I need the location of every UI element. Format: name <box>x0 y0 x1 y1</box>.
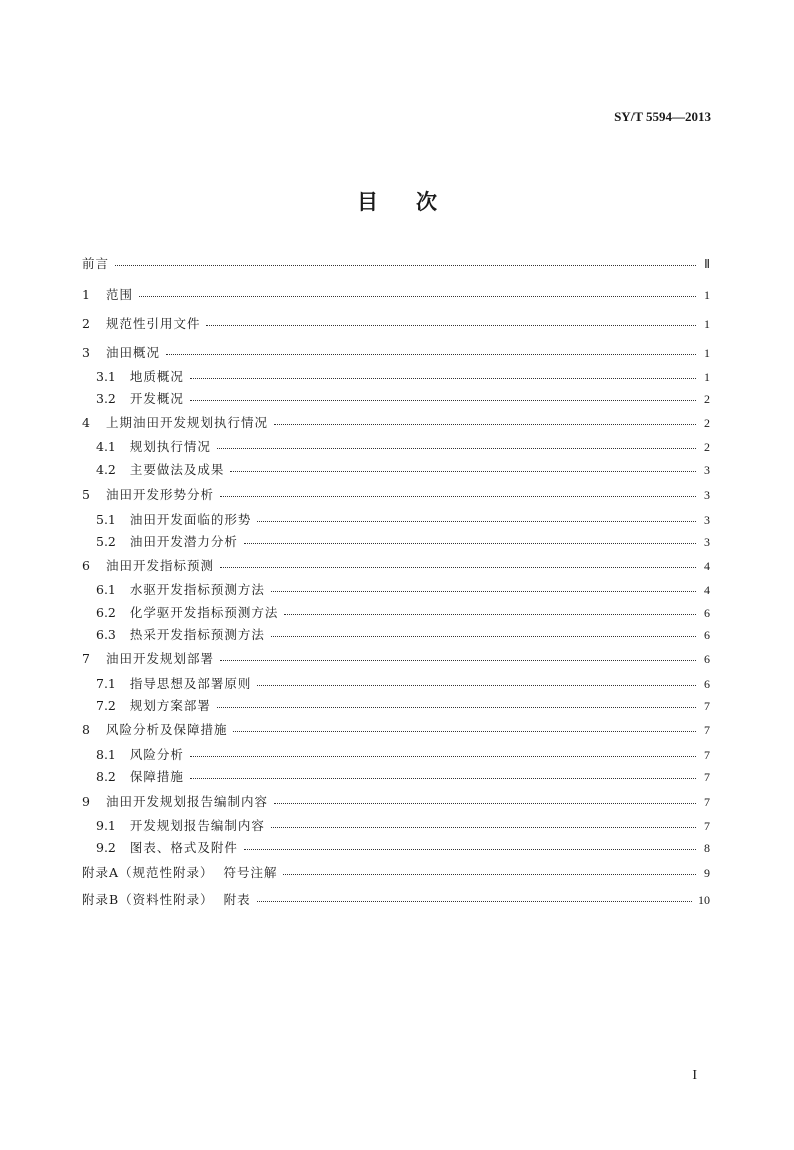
toc-entry[interactable] <box>82 414 710 432</box>
toc-entry-label: 开发规划报告编制内容 <box>129 818 265 833</box>
toc-leader-dots <box>220 566 696 568</box>
toc-entry-page: 6 <box>704 628 710 642</box>
page-title: 目次 <box>357 189 475 214</box>
toc-entry-label: 油田开发规划报告编制内容 <box>105 794 268 809</box>
toc-entry-number: 4.2 <box>96 462 116 477</box>
toc-leader-dots <box>271 635 696 637</box>
toc-entry-label: 图表、格式及附件 <box>129 840 238 855</box>
toc-entry[interactable] <box>96 746 710 764</box>
toc-entry-page: 6 <box>704 677 710 691</box>
toc-leader-dots <box>190 399 696 401</box>
toc-entry-number: 3 <box>82 345 90 360</box>
toc-entry-number: 7.1 <box>96 676 116 691</box>
toc-leader-dots <box>271 826 696 828</box>
toc-entry[interactable] <box>96 604 710 622</box>
toc-entry[interactable] <box>82 721 710 739</box>
toc-entry-number: 6.3 <box>96 627 116 642</box>
toc-entry-label: 化学驱开发指标预测方法 <box>129 605 279 620</box>
toc-entry-page: 7 <box>704 819 710 833</box>
toc-leader-dots <box>190 777 696 779</box>
footer-page-number: I <box>692 1068 697 1083</box>
toc-entry-page: 7 <box>704 770 710 784</box>
toc-entry-page: 1 <box>704 317 710 331</box>
toc-entry[interactable] <box>96 697 710 715</box>
toc-entry-label: 风险分析及保障措施 <box>105 722 228 737</box>
toc-entry[interactable] <box>82 793 710 811</box>
toc-entry-number: 4 <box>82 415 90 430</box>
toc-entry-label: 规划执行情况 <box>129 439 211 454</box>
toc-entry-number: 5.1 <box>96 512 116 527</box>
toc-leader-dots <box>190 755 696 757</box>
toc-entry-label: 规范性引用文件 <box>105 316 201 331</box>
toc-entry-page: 10 <box>698 893 710 907</box>
toc-entry-page: 3 <box>704 513 710 527</box>
toc-leader-dots <box>206 324 696 326</box>
toc-leader-dots <box>115 264 696 266</box>
toc-entry[interactable] <box>96 438 710 456</box>
toc-entry-number: 9 <box>82 794 90 809</box>
toc-entry[interactable] <box>82 864 710 882</box>
toc-entry-number: 2 <box>82 316 90 331</box>
toc-entry-number: 5 <box>82 487 90 502</box>
toc-leader-dots <box>284 613 696 615</box>
toc-entry-label: 热采开发指标预测方法 <box>129 627 265 642</box>
toc-leader-dots <box>217 447 696 449</box>
toc-leader-dots <box>274 423 696 425</box>
toc-entry-number: 6.2 <box>96 605 116 620</box>
toc-entry[interactable] <box>96 511 710 529</box>
toc-entry-page: 7 <box>704 699 710 713</box>
toc-entry-number: 3.1 <box>96 369 116 384</box>
toc-entry-page: 2 <box>704 416 710 430</box>
toc-entry-page: 3 <box>704 463 710 477</box>
toc-leader-dots <box>257 684 696 686</box>
toc-entry-label: 油田开发潜力分析 <box>129 534 238 549</box>
toc-entry-label: 油田开发形势分析 <box>105 487 214 502</box>
toc-entry-number: 5.2 <box>96 534 116 549</box>
toc-entry-number: 8.2 <box>96 769 116 784</box>
toc-leader-dots <box>283 873 696 875</box>
toc-leader-dots <box>233 730 696 732</box>
toc-entry-page: 1 <box>704 288 710 302</box>
toc-entry-page: 6 <box>704 606 710 620</box>
toc-leader-dots <box>257 520 696 522</box>
toc-entry[interactable] <box>82 286 710 304</box>
toc-entry-label: 油田开发规划部署 <box>105 651 214 666</box>
toc-entry-number: 9.2 <box>96 840 116 855</box>
toc-entry-number: 4.1 <box>96 439 116 454</box>
toc-entry-number: 6.1 <box>96 582 116 597</box>
toc-entry-label: 开发概况 <box>129 391 184 406</box>
toc-entry-page: 2 <box>704 440 710 454</box>
toc-entry-label: 保障措施 <box>129 769 184 784</box>
toc-leader-dots <box>217 706 696 708</box>
toc-entry-page: 6 <box>704 652 710 666</box>
toc-entry-page: 8 <box>704 841 710 855</box>
toc-entry-label: 油田开发面临的形势 <box>129 512 252 527</box>
toc-entry-number: 3.2 <box>96 391 116 406</box>
toc-entry-label: 范围 <box>105 287 133 302</box>
toc-entry-label: 水驱开发指标预测方法 <box>129 582 265 597</box>
toc-entry-page: 3 <box>704 535 710 549</box>
toc-leader-dots <box>274 802 696 804</box>
toc-entry-number: 8 <box>82 722 90 737</box>
toc-leader-dots <box>230 470 696 472</box>
toc-entry[interactable] <box>82 557 710 575</box>
toc-entry[interactable] <box>96 461 710 479</box>
toc-leader-dots <box>244 848 696 850</box>
toc-entry-number: 6 <box>82 558 90 573</box>
toc-entry[interactable] <box>96 768 710 786</box>
toc-entry-page: Ⅱ <box>704 257 710 271</box>
toc-leader-dots <box>244 542 696 544</box>
toc-entry-number: 8.1 <box>96 747 116 762</box>
toc-entry-page: 1 <box>704 370 710 384</box>
toc-entry-label: 上期油田开发规划执行情况 <box>105 415 268 430</box>
toc-entry[interactable] <box>96 839 710 857</box>
toc-entry[interactable] <box>82 255 710 273</box>
toc-entry[interactable] <box>96 675 710 693</box>
toc-leader-dots <box>190 377 696 379</box>
toc-entry[interactable] <box>82 891 710 909</box>
toc-entry-page: 4 <box>704 583 710 597</box>
toc-entry-label: 规划方案部署 <box>129 698 211 713</box>
toc-entry-label: 指导思想及部署原则 <box>129 676 252 691</box>
toc-entry-number: 1 <box>82 287 90 302</box>
toc-entry-number: 9.1 <box>96 818 116 833</box>
toc-entry-page: 4 <box>704 559 710 573</box>
toc-entry-page: 7 <box>704 723 710 737</box>
toc-leader-dots <box>139 295 696 297</box>
toc-entry-label: 附录A（规范性附录） 符号注解 <box>82 865 278 880</box>
toc-entry[interactable] <box>96 390 710 408</box>
toc-entry-number: 7 <box>82 651 90 666</box>
toc-entry-label: 风险分析 <box>129 747 184 762</box>
toc-entry-label: 附录B（资料性附录） 附表 <box>82 892 251 907</box>
toc-entry-label: 油田概况 <box>105 345 160 360</box>
toc-entry[interactable] <box>96 817 710 835</box>
toc-entry[interactable] <box>82 486 710 504</box>
toc-entry[interactable] <box>82 650 710 668</box>
toc-leader-dots <box>220 659 696 661</box>
toc-entry-number: 7.2 <box>96 698 116 713</box>
toc-entry-page: 2 <box>704 392 710 406</box>
toc-entry-page: 1 <box>704 346 710 360</box>
toc-entry[interactable] <box>96 581 710 599</box>
toc-entry[interactable] <box>96 626 710 644</box>
toc-entry-label: 前言 <box>82 256 110 271</box>
toc-entry[interactable] <box>82 344 710 362</box>
toc-entry-page: 7 <box>704 795 710 809</box>
toc-entry-page: 7 <box>704 748 710 762</box>
toc-leader-dots <box>257 900 692 902</box>
toc-entry[interactable] <box>96 368 710 386</box>
toc-entry[interactable] <box>96 533 710 551</box>
toc-entry-page: 3 <box>704 488 710 502</box>
toc-entry-label: 油田开发指标预测 <box>105 558 214 573</box>
toc-entry-label: 主要做法及成果 <box>129 462 225 477</box>
toc-leader-dots <box>220 495 696 497</box>
toc-entry-label: 地质概况 <box>129 369 184 384</box>
toc-leader-dots <box>166 353 696 355</box>
toc-entry[interactable] <box>82 315 710 333</box>
toc-entry-page: 9 <box>704 866 710 880</box>
standard-number: SY/T 5594—2013 <box>614 109 711 124</box>
toc-leader-dots <box>271 590 696 592</box>
